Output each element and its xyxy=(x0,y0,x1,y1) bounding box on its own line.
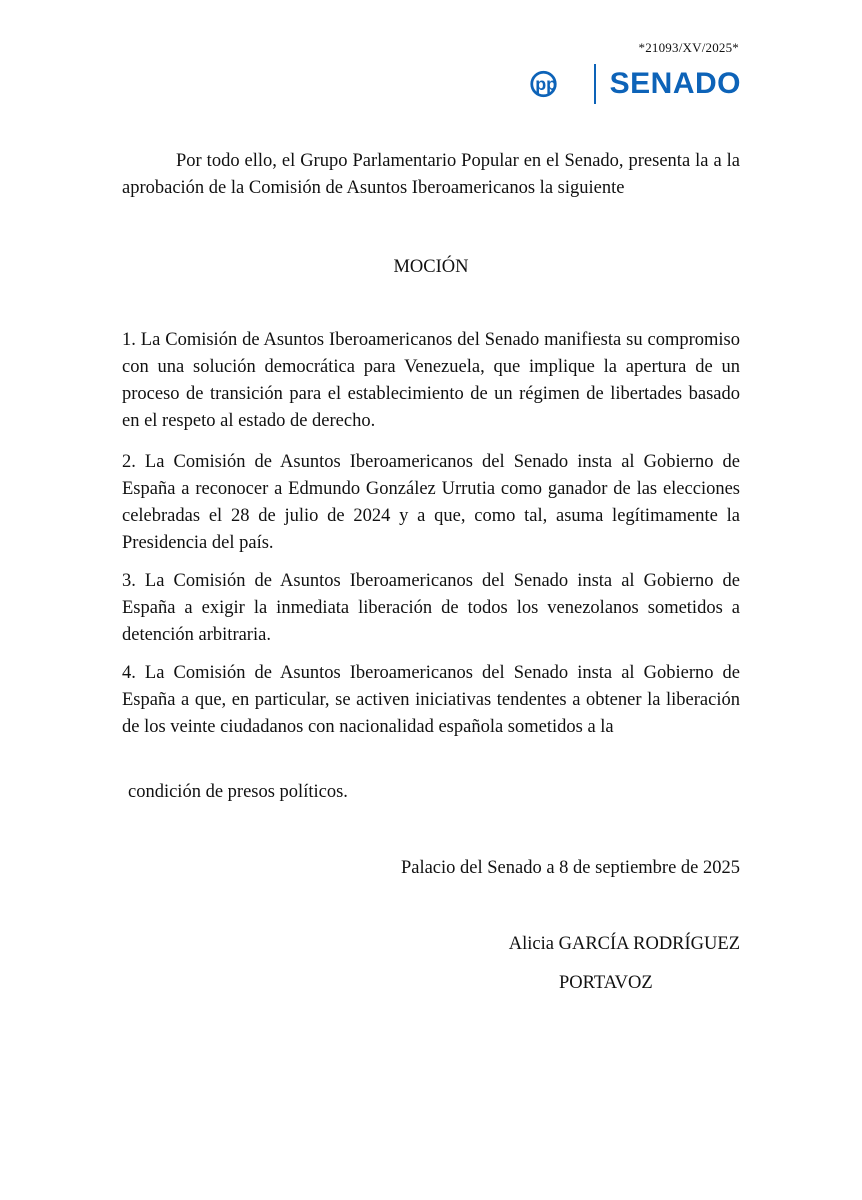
pp-logo-icon xyxy=(529,63,584,105)
motion-point-2: 2. La Comisión de Asuntos Iberoamericanos del Senado insta al Gobierno de España a reconocer a Edmundo González Urrutia como ganador de las elecciones celebradas el 28 de julio de 2024 y a que, como tal, asuma legítimamente la Presidencia del país. xyxy=(122,452,740,553)
motion-point-4-continuation: condición de presos políticos. xyxy=(128,782,348,802)
pp-senado-logo xyxy=(529,63,741,105)
motion-point-4: 4. La Comisión de Asuntos Iberoamericanos del Senado insta al Gobierno de España a que, en particular, se activen iniciativas tendentes a obtener la liberación de los veinte ciudadanos con nacionalidad española sometidos a la xyxy=(122,663,740,737)
pp-logo-text: pp xyxy=(535,74,558,95)
signer-name: Alicia GARCÍA RODRÍGUEZ xyxy=(508,934,740,954)
logo-divider xyxy=(594,64,595,104)
signer-role: PORTAVOZ xyxy=(559,973,653,993)
document-reference: *21093/XV/2025* xyxy=(638,40,739,55)
place-and-date: Palacio del Senado a 8 de septiembre de 2025 xyxy=(400,858,740,878)
intro-paragraph: Por todo ello, el Grupo Parlamentario Popular en el Senado, presenta la a la aprobación de la Comisión de Asuntos Iberoamericanos la siguiente xyxy=(122,151,740,198)
motion-point-1: 1. La Comisión de Asuntos Iberoamericanos del Senado manifiesta su compromiso con una solución democrática para Venezuela, que implique la apertura de un proceso de transición para el establecimiento de un régimen de libertades basado en el respeto al estado de derecho. xyxy=(122,330,740,431)
motion-point-3: 3. La Comisión de Asuntos Iberoamericanos del Senado insta al Gobierno de España a exigir la inmediata liberación de todos los venezolanos sometidos a detención arbitraria. xyxy=(122,571,740,645)
document-title: MOCIÓN xyxy=(393,257,469,277)
senado-wordmark: SENADO xyxy=(609,67,741,100)
